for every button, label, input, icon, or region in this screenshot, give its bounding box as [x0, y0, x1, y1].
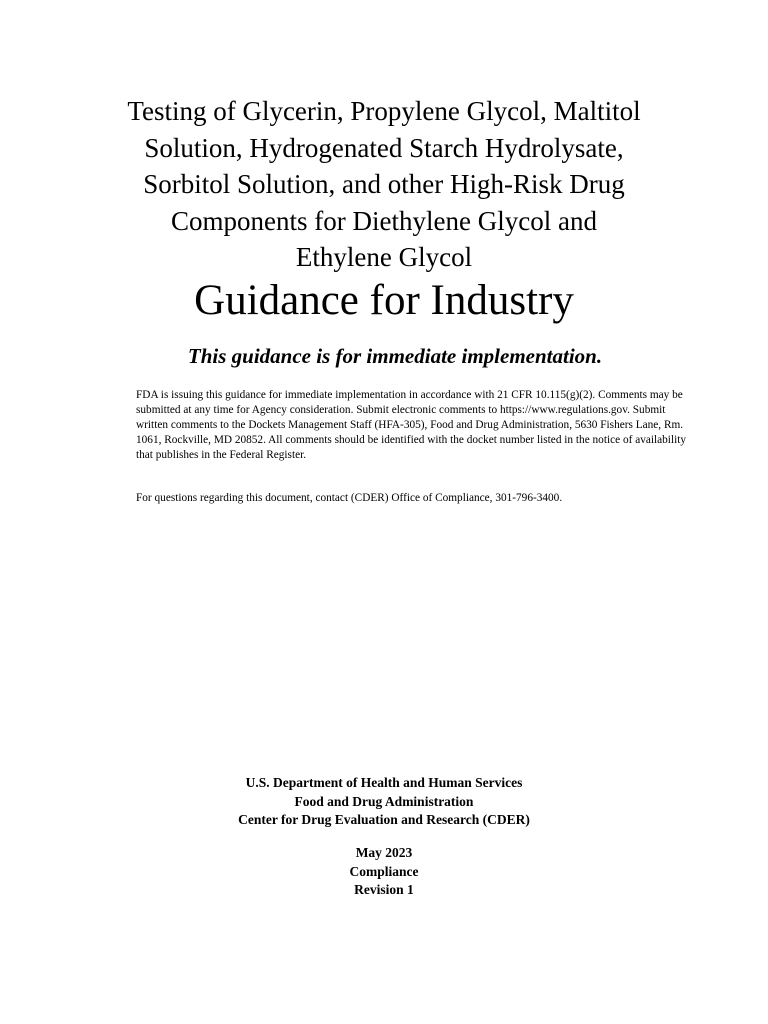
- administration-name: Food and Drug Administration: [294, 793, 474, 809]
- title-line: Sorbitol Solution, and other High-Risk Drug: [143, 169, 625, 199]
- document-subtitle: Guidance for Industry: [194, 277, 574, 324]
- title-line: Components for Diethylene Glycol and: [171, 205, 597, 236]
- publication-category: Compliance: [349, 863, 419, 879]
- title-line: Ethylene Glycol: [295, 242, 473, 272]
- comment-notice: [136, 388, 686, 463]
- implementation-note: This guidance is for immediate implementation.: [187, 344, 603, 368]
- agency-block: [0, 774, 768, 830]
- notice-line: FDA is issuing this guidance for immediate implementation in accordance with 21 CFR 10.115(g)(2).: [136, 389, 596, 401]
- title-line: Solution, Hydrogenated Starch Hydrolysate,: [144, 132, 624, 163]
- contact-info: For questions regarding this document, contact (CDER) Office of Compliance, 301-796-3400.: [136, 492, 563, 504]
- document-title: [60, 93, 708, 276]
- notice-line: be identified with the docket number listed in the notice of availability that publishes in the Federal: [136, 433, 687, 461]
- publication-meta: [0, 844, 768, 900]
- center-name: Center for Drug Evaluation and Research (CDER): [238, 812, 530, 827]
- notice-line: https://www.regulations.gov. Submit written comments to the Dockets Management Staff (HFA-305),: [136, 403, 666, 431]
- notice-line: Register.: [266, 448, 307, 461]
- department-name: U.S. Department of Health and Human Services: [245, 775, 523, 790]
- publication-date: May 2023: [355, 845, 413, 860]
- revision-label: Revision 1: [354, 882, 414, 897]
- notice-line: Comments may be submitted at any time for Agency consideration. Submit electronic comments to: [136, 389, 683, 416]
- title-line: Testing of Glycerin, Propylene Glycol, Maltitol: [127, 96, 641, 126]
- notice-line: Food and Drug Administration, 5630 Fishers Lane, Rm. 1061, Rockville, MD 20852. All comments should: [136, 418, 684, 446]
